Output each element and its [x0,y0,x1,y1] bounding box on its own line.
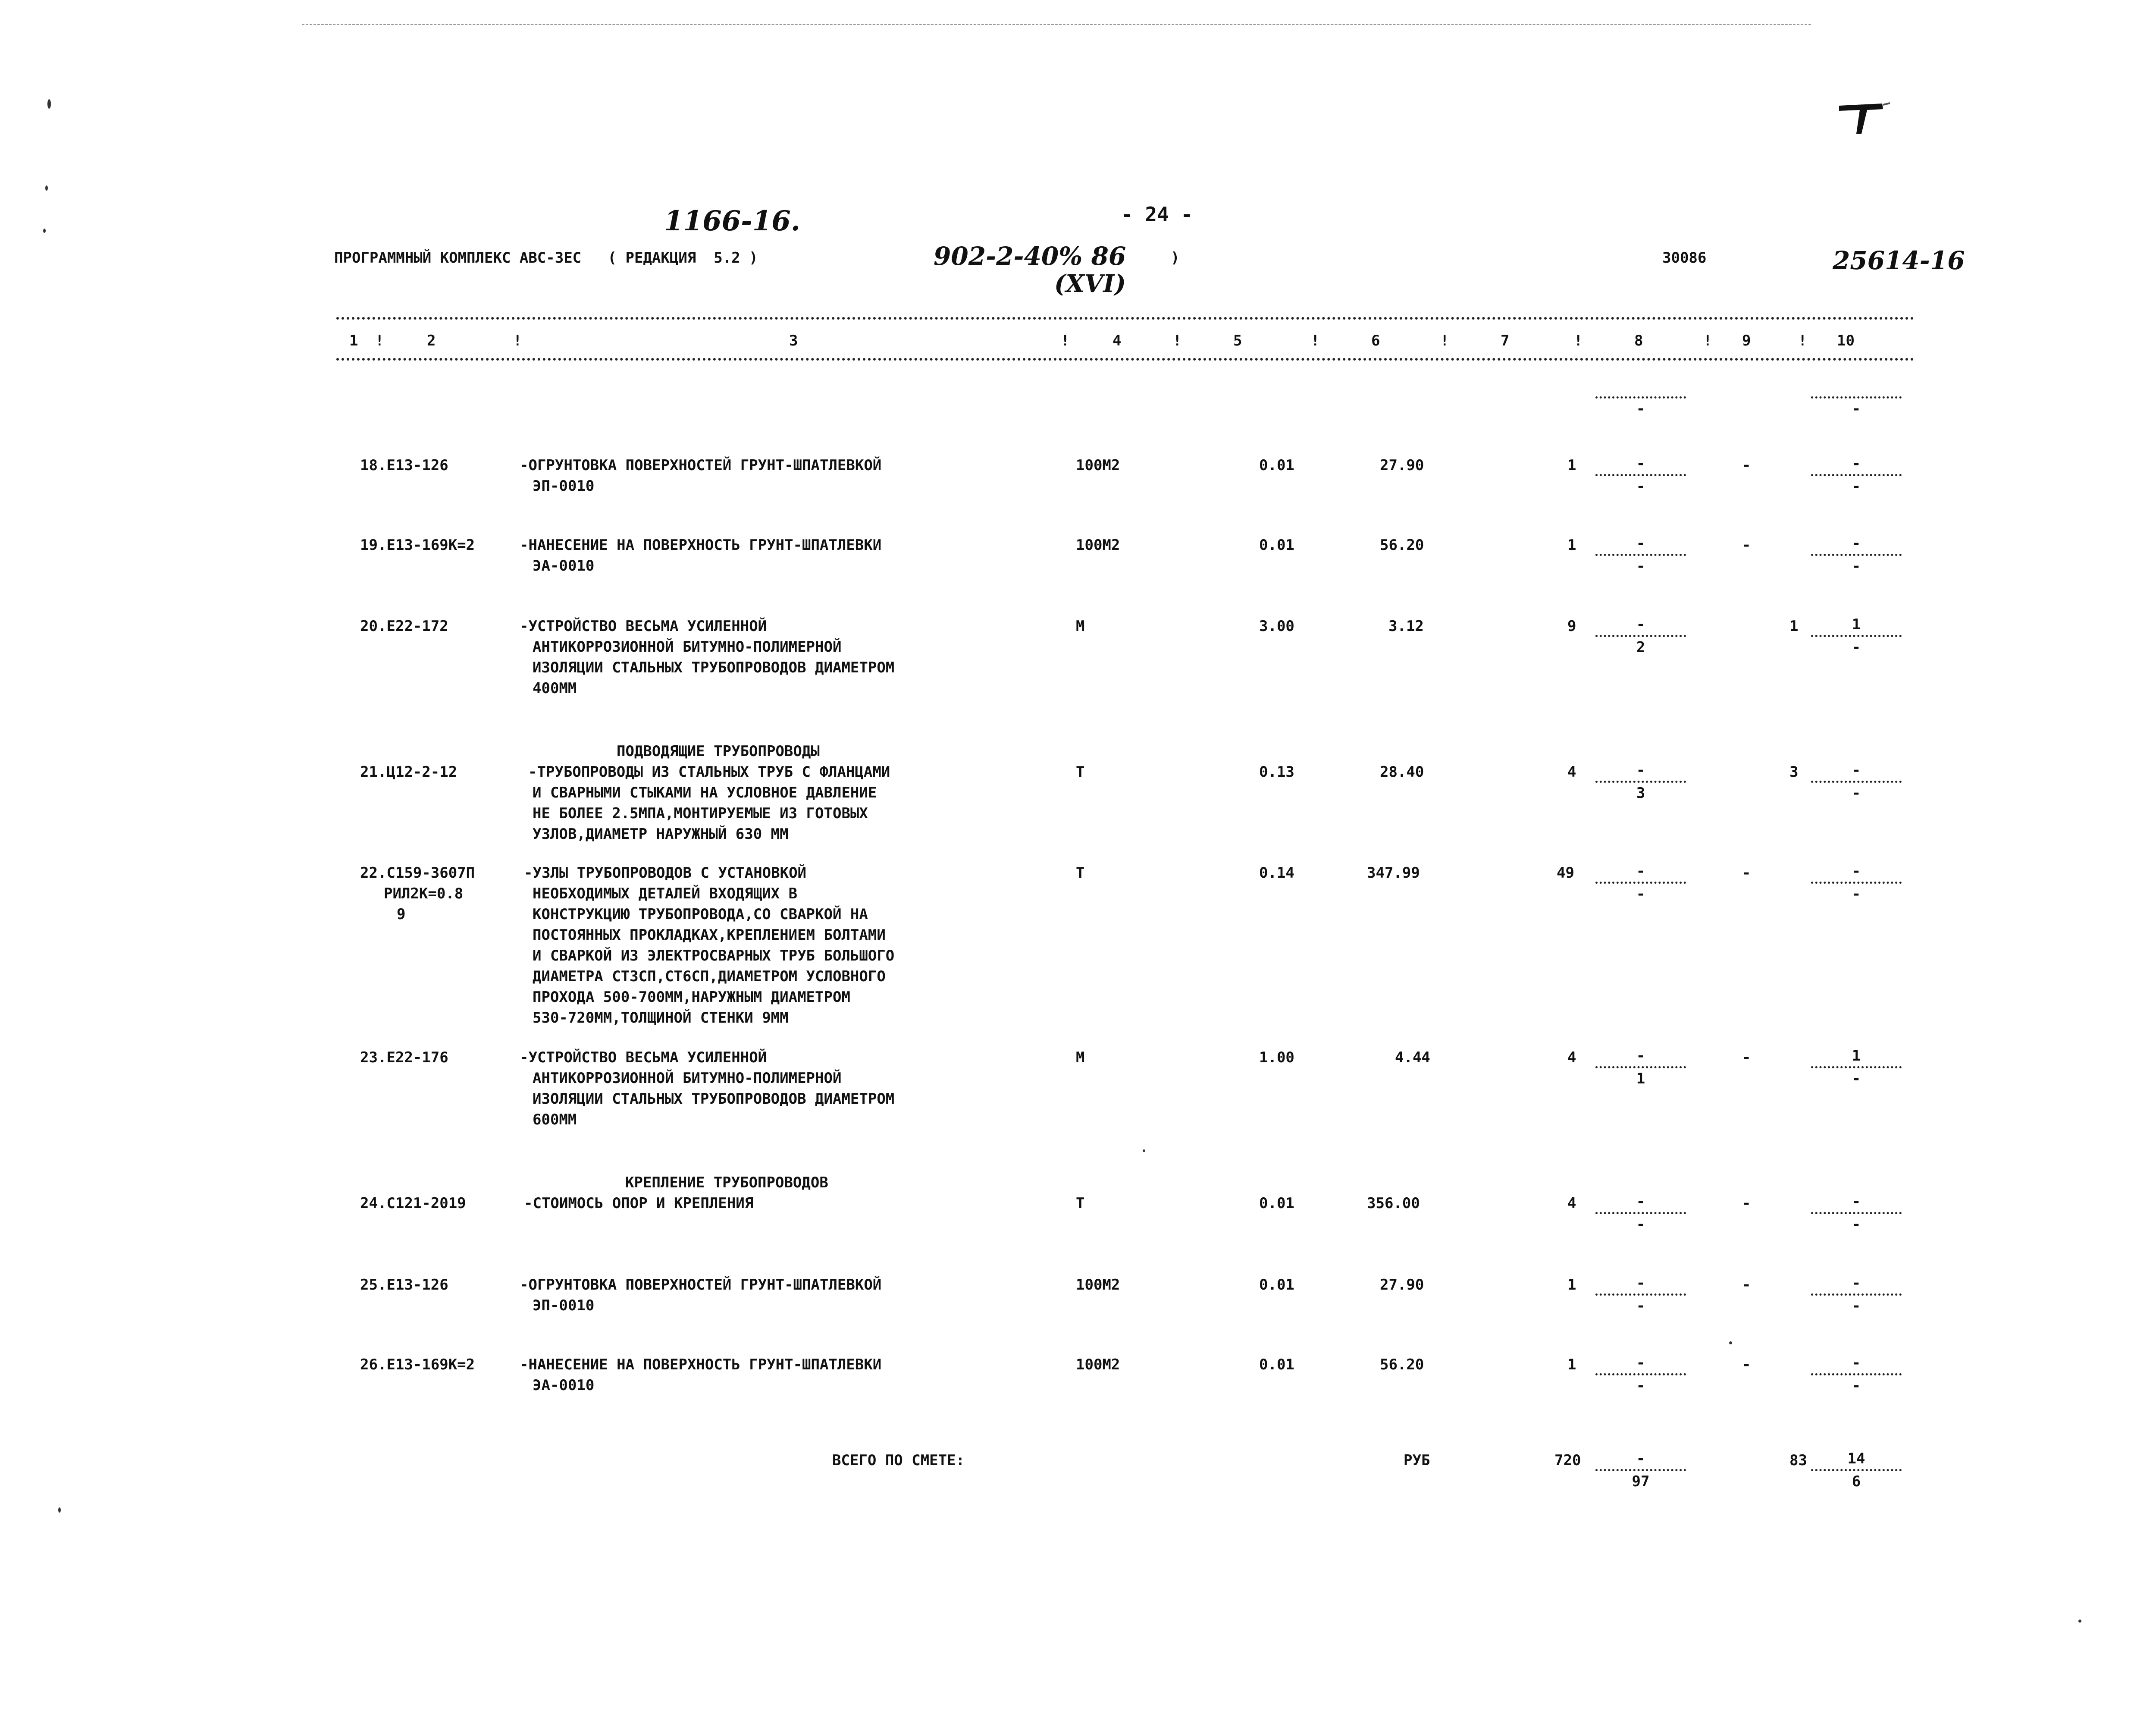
row-unit: 100М2 [1076,1276,1120,1293]
handwritten-right-note: 25614-16 [1833,246,1965,275]
row-col10-fraction: - - [1811,455,1902,495]
row-description-line: ДИАМЕТРА СТ3СП,СТ6СП,ДИАМЕТРОМ УСЛОВНОГО [533,968,886,985]
row-price: 56.20 [1380,1356,1424,1373]
row-col8-fraction: - - [1595,455,1686,495]
page-number: - 24 - [1121,203,1193,226]
row-code: 21.Ц12-2-12 [360,763,458,781]
row-price: 27.90 [1380,1276,1424,1293]
row-description-line: -ОГРУНТОВКА ПОВЕРХНОСТЕЙ ГРУНТ-ШПАТЛЕВКОЙ [520,457,882,474]
row-description-line: КОНСТРУКЦИЮ ТРУБОПРОВОДА,СО СВАРКОЙ НА [533,906,868,923]
row-description-line: ПРОХОДА 500-700ММ,НАРУЖНЫМ ДИАМЕТРОМ [533,989,850,1006]
row-unit: М [1076,618,1085,635]
scan-speck [2078,1620,2081,1623]
row-col8-fraction: - - [1595,1354,1686,1394]
row-col9: - [1742,1195,1751,1212]
header-close-paren: ) [1171,249,1180,267]
row-code: 18.Е13-126 [360,457,448,474]
row-description-line: -ТРУБОПРОВОДЫ ИЗ СТАЛЬНЫХ ТРУБ С ФЛАНЦАМИ [528,763,890,781]
row-col10-fraction: - - [1811,535,1902,575]
row-col10-fraction: 1 - [1811,616,1902,656]
row-unit: Т [1076,1195,1085,1212]
row-unit: М [1076,1049,1085,1066]
row-col10-fraction: - - [1811,762,1902,802]
row-price: 356.00 [1367,1195,1420,1212]
row-quantity: 0.14 [1259,864,1294,882]
row-description-line: ЭП-0010 [533,477,595,495]
row-description-line: И СВАРКОЙ ИЗ ЭЛЕКТРОСВАРНЫХ ТРУБ БОЛЬШОГО [533,947,895,964]
row-col10-fraction: - - [1811,1354,1902,1394]
handwritten-top-note: 1166-16. [664,205,801,237]
col-header-7: 7 [1501,332,1510,349]
row-price: 27.90 [1380,457,1424,474]
scan-speck [58,1507,61,1513]
row-description-line: 600ММ [533,1111,577,1128]
table-header-bottom-rule [336,358,1915,361]
col-header-3: 3 [789,332,798,349]
total-col9: 83 [1789,1452,1807,1469]
handwritten-roman-numeral: (XVI) [1054,270,1126,298]
row-unit: 100М2 [1076,457,1120,474]
col-header-6: 6 [1371,332,1380,349]
row-price: 347.99 [1367,864,1420,882]
row-description-line: ПОСТОЯННЫХ ПРОКЛАДКАХ,КРЕПЛЕНИЕМ БОЛТАМИ [533,926,886,944]
col-header-8: 8 [1634,332,1643,349]
table-header-top-rule [336,317,1915,320]
col-header-5: 5 [1233,332,1242,349]
row-price: 3.12 [1388,618,1424,635]
row-description-line: -СТОИМОСЬ ОПОР И КРЕПЛЕНИЯ [524,1195,754,1212]
col-separator: ! [1173,332,1182,349]
row-description-line: ЭП-0010 [533,1297,595,1314]
row-col7: 49 [1557,864,1574,882]
row-quantity: 0.01 [1259,1195,1294,1212]
total-col10-fraction: 14 6 [1811,1450,1902,1490]
col-header-2: 2 [427,332,436,349]
total-col7: 720 [1554,1452,1581,1469]
row-code-continuation: 9 [397,906,406,923]
row-col9: - [1742,1049,1751,1066]
row-description-line: ЭА-0010 [533,557,595,574]
row-col9: - [1742,1356,1751,1373]
row-description-line: -НАНЕСЕНИЕ НА ПОВЕРХНОСТЬ ГРУНТ-ШПАТЛЕВКИ [520,537,882,554]
row-code: 26.Е13-169К=2 [360,1356,475,1373]
col-separator: ! [375,332,384,349]
row-quantity: 0.01 [1259,1276,1294,1293]
row-quantity: 0.13 [1259,763,1294,781]
row-description-line: -УЗЛЫ ТРУБОПРОВОДОВ С УСТАНОВКОЙ [524,864,807,882]
row-description-line: -УСТРОЙСТВО ВЕСЬМА УСИЛЕННОЙ [520,618,767,635]
row-description-line: -НАНЕСЕНИЕ НА ПОВЕРХНОСТЬ ГРУНТ-ШПАТЛЕВКИ [520,1356,882,1373]
row-description-line: 400ММ [533,680,577,697]
row-quantity: 0.01 [1259,537,1294,554]
row-code: 23.Е22-176 [360,1049,448,1066]
row-col8-fraction: - - [1595,535,1686,575]
document-code: 30086 [1662,249,1707,267]
row-description-line: НЕОБХОДИМЫХ ДЕТАЛЕЙ ВХОДЯЩИХ В [533,885,798,902]
row-col8-fraction: - 3 [1595,762,1686,802]
col-separator: ! [1061,332,1070,349]
scan-speck [1729,1341,1732,1344]
col-separator: ! [1311,332,1320,349]
row-col7: 4 [1567,1049,1576,1066]
row-price: 4.44 [1395,1049,1430,1066]
row-unit: 100М2 [1076,1356,1120,1373]
row-description-line: -ОГРУНТОВКА ПОВЕРХНОСТЕЙ ГРУНТ-ШПАТЛЕВКОЙ [520,1276,882,1293]
row-col7: 4 [1567,763,1576,781]
row-col7: 1 [1567,537,1576,554]
row-col10-fraction: - - [1811,1275,1902,1315]
row-col9: - [1742,1276,1751,1293]
col-header-4: 4 [1112,332,1122,349]
row-col9: - [1742,537,1751,554]
row-col7: 9 [1567,618,1576,635]
row-description-line: ЭА-0010 [533,1377,595,1394]
row-description-line: ИЗОЛЯЦИИ СТАЛЬНЫХ ТРУБОПРОВОДОВ ДИАМЕТРОМ [533,1090,895,1108]
row-col8-fraction: - 2 [1595,616,1686,656]
row-description-line: АНТИКОРРОЗИОННОЙ БИТУМНО-ПОЛИМЕРНОЙ [533,638,842,656]
row-col8-fraction: - - [1595,863,1686,903]
row-col9: - [1742,864,1751,882]
scan-speck [45,185,48,191]
row-col10-fraction: 1 - [1811,1047,1902,1087]
handwritten-project-code: 902-2-40% 86 [934,242,1126,271]
row-quantity: 1.00 [1259,1049,1294,1066]
total-unit: РУБ [1404,1452,1430,1469]
row-code: 20.Е22-172 [360,618,448,635]
row-unit: 100М2 [1076,537,1120,554]
scan-speck [1143,1149,1145,1152]
row-description-line: -УСТРОЙСТВО ВЕСЬМА УСИЛЕННОЙ [520,1049,767,1066]
carry-over-col10: - [1811,395,1902,418]
total-col8-fraction: - 97 [1595,1450,1686,1490]
row-col8-fraction: - - [1595,1275,1686,1315]
row-description-line: И СВАРНЫМИ СТЫКАМИ НА УСЛОВНОЕ ДАВЛЕНИЕ [533,784,877,801]
row-code-continuation: РИЛ2К=0.8 [384,885,464,902]
program-header: ПРОГРАММНЫЙ КОМПЛЕКС АВС-3ЕС ( РЕДАКЦИЯ 5.2 ) [334,249,758,267]
col-separator: ! [1574,332,1583,349]
col-header-10: 10 [1837,332,1855,349]
row-description-line: АНТИКОРРОЗИОННОЙ БИТУМНО-ПОЛИМЕРНОЙ [533,1070,842,1087]
col-separator: ! [1440,332,1449,349]
section-heading: КРЕПЛЕНИЕ ТРУБОПРОВОДОВ [625,1174,828,1191]
row-col8-fraction: - 1 [1595,1047,1686,1087]
col-header-1: 1 [349,332,358,349]
section-heading: ПОДВОДЯЩИЕ ТРУБОПРОВОДЫ [617,743,820,760]
row-description-line: ИЗОЛЯЦИИ СТАЛЬНЫХ ТРУБОПРОВОДОВ ДИАМЕТРОМ [533,659,895,676]
row-code: 19.Е13-169К=2 [360,537,475,554]
total-label: ВСЕГО ПО СМЕТЕ: [832,1452,965,1469]
row-col7: 1 [1567,1356,1576,1373]
col-separator: ! [1703,332,1712,349]
col-header-9: 9 [1742,332,1751,349]
col-separator: ! [1798,332,1807,349]
row-col9: 1 [1789,618,1799,635]
row-price: 28.40 [1380,763,1424,781]
col-separator: ! [513,332,522,349]
row-code: 25.Е13-126 [360,1276,448,1293]
row-description-line: УЗЛОВ,ДИАМЕТР НАРУЖНЫЙ 630 ММ [533,826,789,843]
row-quantity: 0.01 [1259,457,1294,474]
row-code: 24.С121-2019 [360,1195,466,1212]
row-code: 22.С159-3607П [360,864,475,882]
row-quantity: 0.01 [1259,1356,1294,1373]
row-description-line: НЕ БОЛЕЕ 2.5МПА,МОНТИРУЕМЫЕ ИЗ ГОТОВЫХ [533,805,868,822]
row-quantity: 3.00 [1259,618,1294,635]
corner-mark-icon [1835,97,1891,136]
row-description-line: 530-720ММ,ТОЛЩИНОЙ СТЕНКИ 9ММ [533,1009,789,1027]
row-col7: 4 [1567,1195,1576,1212]
scan-speck [43,229,46,233]
row-col9: 3 [1789,763,1799,781]
row-unit: Т [1076,763,1085,781]
row-unit: Т [1076,864,1085,882]
row-price: 56.20 [1380,537,1424,554]
carry-over-col8: - [1595,395,1686,418]
row-col10-fraction: - - [1811,863,1902,903]
row-col7: 1 [1567,457,1576,474]
row-col7: 1 [1567,1276,1576,1293]
row-col9: - [1742,457,1751,474]
row-col10-fraction: - - [1811,1193,1902,1233]
scan-speck [47,99,51,109]
scan-top-rule [302,24,1811,25]
row-col8-fraction: - - [1595,1193,1686,1233]
